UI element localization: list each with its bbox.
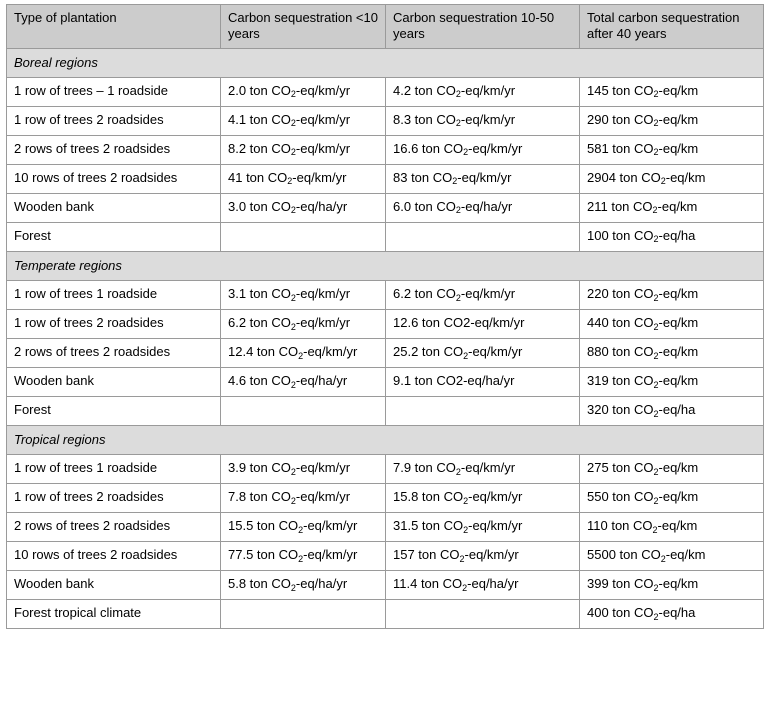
cell-sequestration-10-50-years xyxy=(386,397,580,426)
cell-total-after-40-years: 5500 ton $CO_2-eq/km$ xyxy=(580,542,764,571)
cell-total-after-40-years: 220 ton $CO_2-eq/km$ xyxy=(580,281,764,310)
cell-plantation-type: 2 rows of trees 2 roadsides xyxy=(7,513,221,542)
cell-total-after-40-years: 399 ton $CO_2-eq/km$ xyxy=(580,571,764,600)
cell-plantation-type: 1 row of trees 2 roadsides xyxy=(7,106,221,135)
cell-sequestration-under-10-years: 77.5 ton $CO_2-eq/km/yr$ xyxy=(221,542,386,571)
table-row xyxy=(7,513,764,542)
cell-sequestration-under-10-years: 2.0 ton $CO_2-eq/km/yr$ xyxy=(221,77,386,106)
cell-total-after-40-years: 211 ton $CO_2-eq/km$ xyxy=(580,193,764,222)
table-row xyxy=(7,164,764,193)
cell-sequestration-under-10-years: 3.1 ton $CO_2-eq/km/yr$ xyxy=(221,281,386,310)
cell-total-after-40-years: 145 ton $CO_2-eq/km$ xyxy=(580,77,764,106)
cell-sequestration-10-50-years: 16.6 ton $CO_2-eq/km/yr$ xyxy=(386,135,580,164)
cell-sequestration-10-50-years: 83 ton $CO_2-eq/km/yr$ xyxy=(386,164,580,193)
cell-plantation-type: 1 row of trees 2 roadsides xyxy=(7,484,221,513)
table-row xyxy=(7,193,764,222)
column-header-plantation-type: Type of plantation xyxy=(7,5,221,49)
cell-plantation-type: 1 row of trees – 1 roadside xyxy=(7,77,221,106)
cell-sequestration-under-10-years xyxy=(221,222,386,251)
column-header-total-after-40-years: Total carbon sequestration after 40 years xyxy=(580,5,764,49)
table-header xyxy=(7,5,764,49)
cell-sequestration-10-50-years: 6.2 ton $CO_2-eq/km/yr$ xyxy=(386,281,580,310)
cell-sequestration-10-50-years: 11.4 ton $CO_2-eq/ha/yr$ xyxy=(386,571,580,600)
section-header-row xyxy=(7,48,764,77)
header-row xyxy=(7,5,764,49)
table-row xyxy=(7,77,764,106)
section-title: Temperate regions xyxy=(7,251,764,280)
table-row xyxy=(7,368,764,397)
cell-total-after-40-years: 320 ton $CO_2-eq/ha$ xyxy=(580,397,764,426)
section-title: Tropical regions xyxy=(7,426,764,455)
cell-sequestration-under-10-years: 4.1 ton $CO_2-eq/km/yr$ xyxy=(221,106,386,135)
cell-sequestration-under-10-years: 7.8 ton $CO_2-eq/km/yr$ xyxy=(221,484,386,513)
cell-plantation-type: 2 rows of trees 2 roadsides xyxy=(7,135,221,164)
cell-total-after-40-years: 100 ton $CO_2-eq/ha$ xyxy=(580,222,764,251)
column-header-sequestration-10-50-years: Carbon sequestration 10-50 years xyxy=(386,5,580,49)
section-header-row xyxy=(7,426,764,455)
cell-total-after-40-years: 110 ton $CO_2-eq/km$ xyxy=(580,513,764,542)
cell-sequestration-10-50-years: 12.6 ton CO2-eq/km/yr xyxy=(386,310,580,339)
table-row xyxy=(7,542,764,571)
table-row xyxy=(7,339,764,368)
cell-total-after-40-years: 880 ton $CO_2-eq/km$ xyxy=(580,339,764,368)
cell-total-after-40-years: 290 ton $CO_2-eq/km$ xyxy=(580,106,764,135)
cell-sequestration-under-10-years: 8.2 ton $CO_2-eq/km/yr$ xyxy=(221,135,386,164)
cell-sequestration-under-10-years xyxy=(221,600,386,629)
cell-sequestration-under-10-years: 3.9 ton $CO_2-eq/km/yr$ xyxy=(221,455,386,484)
cell-plantation-type: 10 rows of trees 2 roadsides xyxy=(7,164,221,193)
cell-sequestration-10-50-years: 7.9 ton $CO_2-eq/km/yr$ xyxy=(386,455,580,484)
cell-sequestration-under-10-years: 12.4 ton $CO_2-eq/km/yr$ xyxy=(221,339,386,368)
cell-sequestration-under-10-years: 5.8 ton $CO_2-eq/ha/yr$ xyxy=(221,571,386,600)
cell-total-after-40-years: 319 ton $CO_2-eq/km$ xyxy=(580,368,764,397)
cell-plantation-type: 1 row of trees 1 roadside xyxy=(7,281,221,310)
table-row xyxy=(7,455,764,484)
cell-sequestration-under-10-years: 15.5 ton $CO_2-eq/km/yr$ xyxy=(221,513,386,542)
cell-sequestration-10-50-years: 157 ton $CO_2-eq/km/yr$ xyxy=(386,542,580,571)
cell-plantation-type: Wooden bank xyxy=(7,193,221,222)
table-row xyxy=(7,397,764,426)
cell-total-after-40-years: 550 ton $CO_2-eq/km$ xyxy=(580,484,764,513)
cell-plantation-type: 1 row of trees 1 roadside xyxy=(7,455,221,484)
cell-total-after-40-years: 2904 ton $CO_2-eq/km$ xyxy=(580,164,764,193)
cell-plantation-type: Forest xyxy=(7,222,221,251)
table-body xyxy=(7,48,764,629)
table-row xyxy=(7,310,764,339)
cell-sequestration-under-10-years: 3.0 ton $CO_2-eq/ha/yr$ xyxy=(221,193,386,222)
cell-sequestration-10-50-years xyxy=(386,222,580,251)
cell-sequestration-under-10-years: 6.2 ton $CO_2-eq/km/yr$ xyxy=(221,310,386,339)
cell-plantation-type: Wooden bank xyxy=(7,571,221,600)
column-header-sequestration-under-10-years: Carbon sequestration <10 years xyxy=(221,5,386,49)
cell-sequestration-10-50-years: 31.5 ton $CO_2-eq/km/yr$ xyxy=(386,513,580,542)
cell-sequestration-10-50-years: 15.8 ton $CO_2-eq/km/yr$ xyxy=(386,484,580,513)
section-header-row xyxy=(7,251,764,280)
cell-plantation-type: 10 rows of trees 2 roadsides xyxy=(7,542,221,571)
cell-total-after-40-years: 275 ton $CO_2-eq/km$ xyxy=(580,455,764,484)
carbon-sequestration-table xyxy=(6,4,764,629)
cell-total-after-40-years: 400 ton $CO_2-eq/ha$ xyxy=(580,600,764,629)
table-row xyxy=(7,135,764,164)
cell-total-after-40-years: 581 ton $CO_2-eq/km$ xyxy=(580,135,764,164)
section-title: Boreal regions xyxy=(7,48,764,77)
table-row xyxy=(7,484,764,513)
cell-plantation-type: 1 row of trees 2 roadsides xyxy=(7,310,221,339)
cell-sequestration-10-50-years: 6.0 ton $CO_2-eq/ha/yr$ xyxy=(386,193,580,222)
cell-sequestration-10-50-years: 8.3 ton $CO_2-eq/km/yr$ xyxy=(386,106,580,135)
cell-total-after-40-years: 440 ton $CO_2-eq/km$ xyxy=(580,310,764,339)
cell-plantation-type: Wooden bank xyxy=(7,368,221,397)
table-row xyxy=(7,281,764,310)
cell-sequestration-under-10-years: 4.6 ton $CO_2-eq/ha/yr$ xyxy=(221,368,386,397)
cell-plantation-type: Forest tropical climate xyxy=(7,600,221,629)
table-row xyxy=(7,106,764,135)
table-row xyxy=(7,600,764,629)
cell-sequestration-10-50-years: 4.2 ton $CO_2-eq/km/yr$ xyxy=(386,77,580,106)
cell-plantation-type: Forest xyxy=(7,397,221,426)
cell-sequestration-10-50-years: 25.2 ton $CO_2-eq/km/yr$ xyxy=(386,339,580,368)
cell-plantation-type: 2 rows of trees 2 roadsides xyxy=(7,339,221,368)
cell-sequestration-10-50-years: 9.1 ton CO2-eq/ha/yr xyxy=(386,368,580,397)
cell-sequestration-10-50-years xyxy=(386,600,580,629)
cell-sequestration-under-10-years xyxy=(221,397,386,426)
table-row xyxy=(7,222,764,251)
table-row xyxy=(7,571,764,600)
cell-sequestration-under-10-years: 41 ton $CO_2-eq/km/yr$ xyxy=(221,164,386,193)
